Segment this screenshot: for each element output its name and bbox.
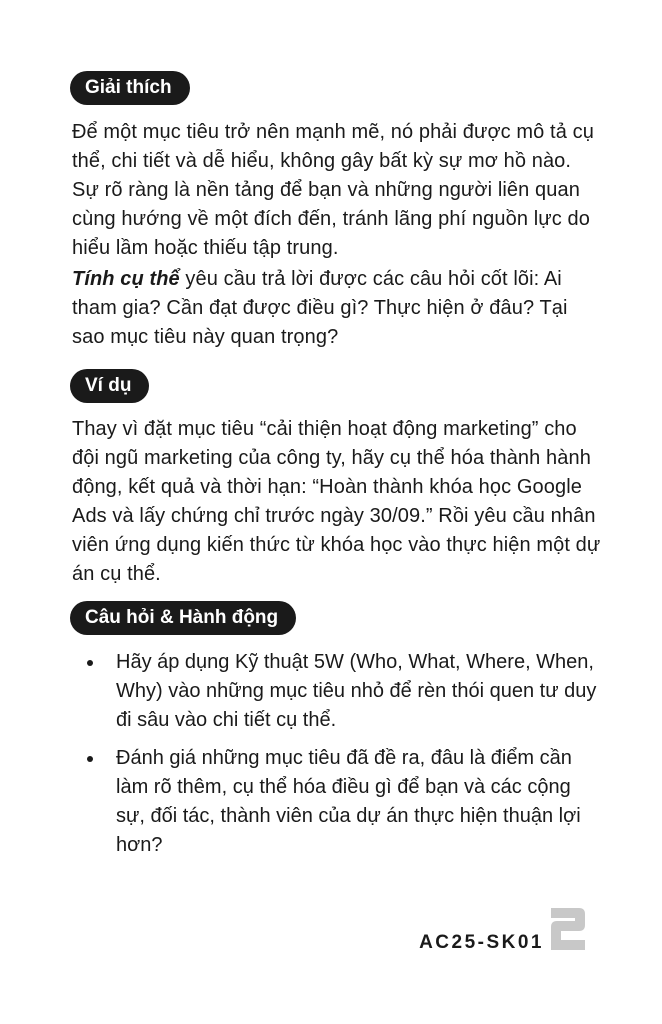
list-item-text: Hãy áp dụng Kỹ thuật 5W (Who, What, Where, When, Why) vào những mục tiêu nhỏ để rèn thói quen tư duy đi sâu vào chi tiết cụ thể. <box>116 651 597 731</box>
action-list <box>72 648 602 869</box>
bullet-icon <box>87 660 93 666</box>
specificity-paragraph <box>72 265 602 352</box>
list-item <box>72 744 602 860</box>
example-paragraph: Thay vì đặt mục tiêu “cải thiện hoạt động marketing” cho đội ngũ marketing của công ty, hãy cụ thể hóa thành hành động, kết quả và thời hạn: “Hoàn thành khóa học Google Ads và lấy chứng chỉ trước ngày 30/09.” Rồi yêu cầu nhân viên ứng dụng kiến thức từ khóa học vào thực hiện một dự án cụ thể. <box>72 418 601 585</box>
section-heading-explanation: Giải thích <box>70 71 190 105</box>
explanation-paragraph: Để một mục tiêu trở nên mạnh mẽ, nó phải được mô tả cụ thể, chi tiết và dễ hiểu, không gây bất kỳ sự mơ hồ nào. Sự rõ ràng là nền tảng để bạn và những người liên quan cùng hướng về một đích đến, tránh lãng phí nguồn lực do hiểu lầm hoặc thiếu tập trung. <box>72 121 594 259</box>
specificity-text: yêu cầu trả lời được các câu hỏi cốt lõi: Ai tham gia? Cần đạt được điều gì? Thực hiện ở đâu? Tại sao mục tiêu này quan trọng? <box>72 268 568 348</box>
list-item <box>72 648 602 735</box>
section-heading-actions: Câu hỏi & Hành động <box>70 601 296 635</box>
page-number-glyph <box>548 906 588 952</box>
specificity-term: Tính cụ thể <box>72 268 180 290</box>
section-heading-example: Ví dụ <box>70 369 149 403</box>
bullet-icon <box>87 756 93 762</box>
document-code: AC25-SK01 <box>419 932 544 953</box>
list-item-text: Đánh giá những mục tiêu đã đề ra, đâu là điểm cần làm rõ thêm, cụ thể hóa điều gì để bạn và các cộng sự, đối tác, thành viên của dự án thực hiện thuận lợi hơn? <box>116 747 581 856</box>
page-number <box>548 906 588 952</box>
